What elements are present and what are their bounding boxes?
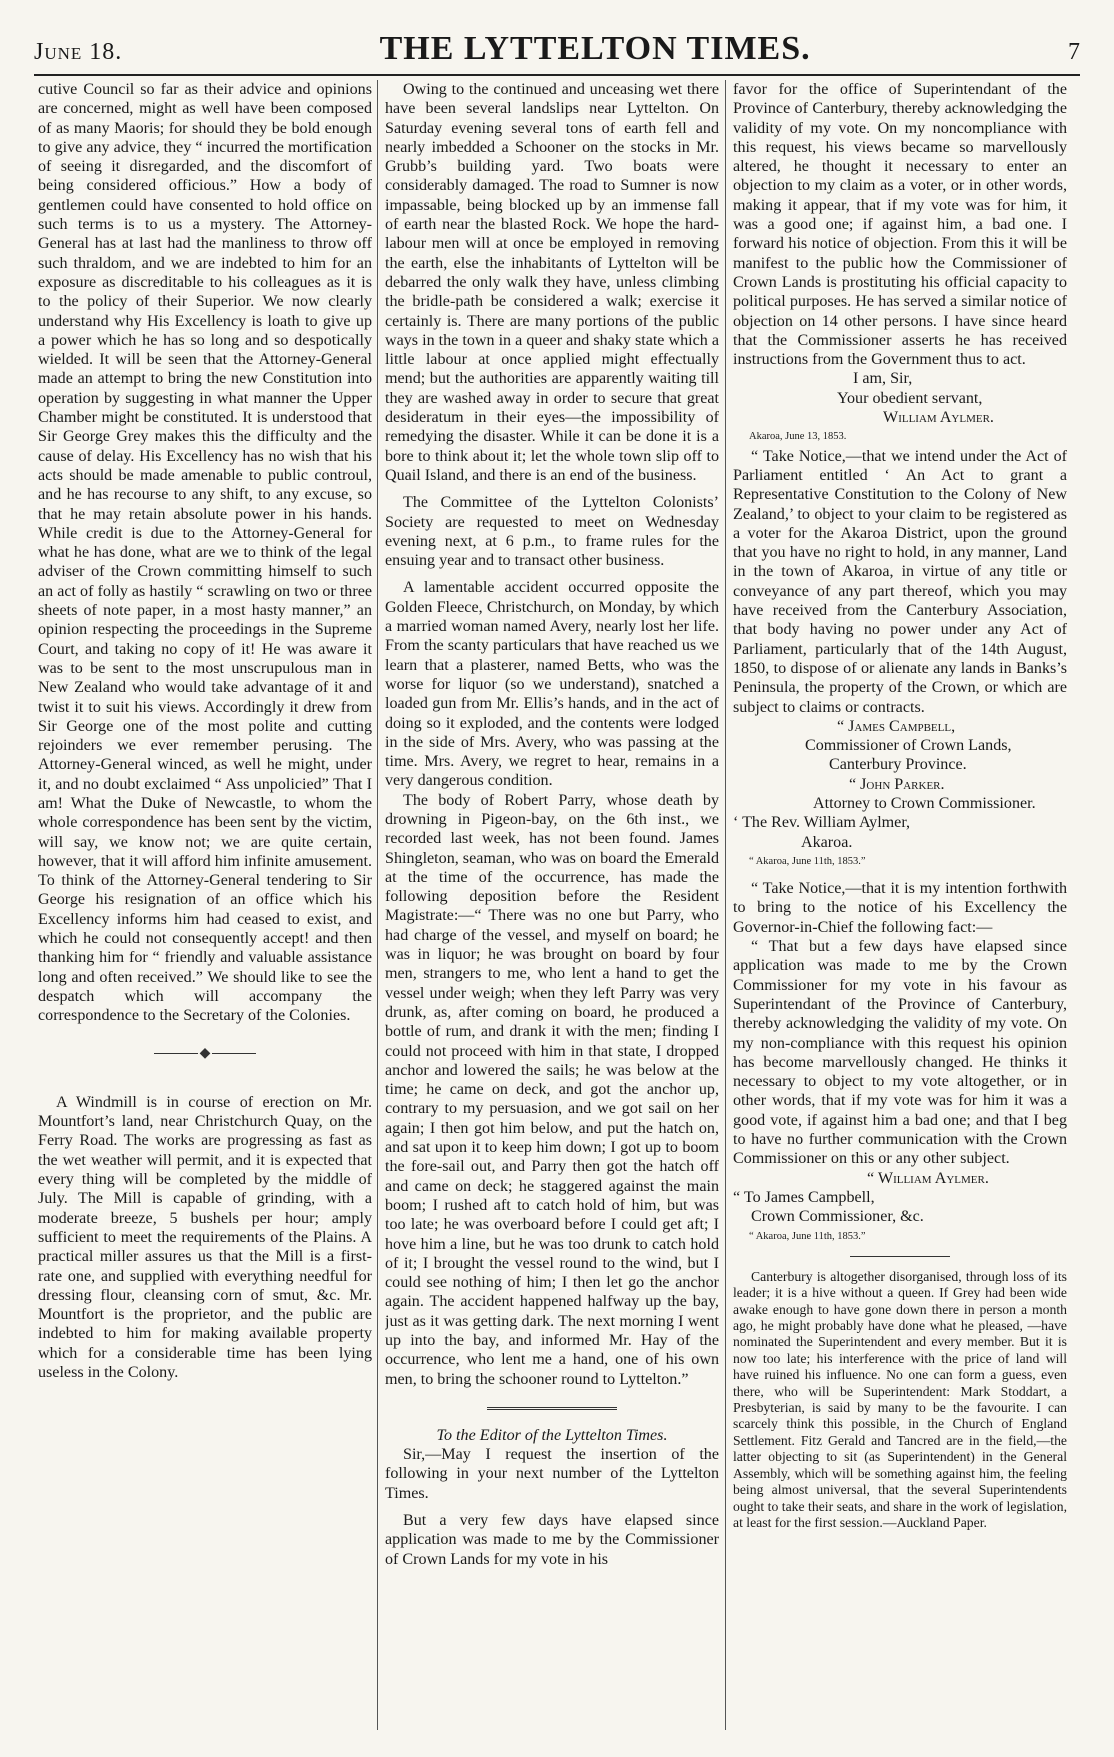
column-divider (725, 80, 726, 1730)
dateline: “ Akaroa, June 11th, 1853.” (749, 1230, 866, 1242)
masthead (34, 30, 1080, 72)
article-paragraph: The Committee of the Lyttelton Colonists’ Society are requested to meet on Wednesday evening next, at 6 p.m., to frame rules for the ensuing year and to transact other business. (385, 494, 719, 570)
section-rule (487, 1407, 617, 1410)
signature-line: Canterbury Province. (829, 756, 967, 774)
notice-paragraph: “ Take Notice,—that it is my intention forthwith to bring to the notice of his Excellency the Governor-in-Chief the following fact:— (733, 880, 1067, 936)
signature-name: “ William Aylmer. (867, 1169, 989, 1187)
article-paragraph: cutive Council so far as their advice and opinions are concerned, might as well have been composed of as many Maoris; for should they be bold enough to give any advice, they “ incurred the mortification of seeing it disregarded, and the discomfort of being considered officious.” How a body of gentlemen could have consented to hold office on such terms is to us a mystery. The Attorney-General has at last had the manliness to throw off such thraldom, and we are indebted to him for an exposure as discreditable to his colleagues as it is to the policy of their Superior. We now clearly understand why His Excellency is loath to give up a power which he has so long and so despotically wielded. It will be seen that the Attorney-General made an attempt to bring the new Constitution into operation by suggesting in what manner the Upper Chamber might be constituted. It is understood that Sir George Grey makes this the difficulty and the cause of delay. His Excellency has no wish that his acts should be made amenable to public controul, and he has recourse to any shift, to any excuse, so that he may retain absolute power in his hands. While credit is due to the Attorney-General for what he has done, what are we to think of the legal adviser of the Crown committing himself to such an act of folly as hastily “ scrawling on two or three sheets of note paper, in a most hasty manner,” an opinion respecting the proceedings in the Supreme Court, and taking no copy of it! He was aware it was to be sent to the most unscrupulous man in New Zealand who would take advantage of it and twist it to suit his views. Accordingly it drew from Sir George one of the most polite and cutting rejoinders we ever remember perusing. The Attorney-General winced, as well he might, under it, and no doubt exclaimed “ Ass unpolicied” That I am! What the Duke of Newcastle, to whom the whole correspondence has been sent by the victim, will say, we know not; we are quite certain, however, that it will afford him infinite amusement. To think of the Attorney-General tendering to Sir George his resignation of an office which his Excellency informs him had ceased to exist, and which he could not consequently accept! and then thanking him for “ friendly and valuable assistance long and often received.” We should like to see the despatch which will accompany the correspondence to the Secretary of the Colonies. (38, 81, 372, 1025)
address-line: Akaroa. (801, 833, 853, 851)
column-3 (733, 80, 1067, 1740)
article-paragraph: Owing to the continued and unceasing wet there have been several landslips near Lyttelton. On Saturday evening several tons of earth fell and nearly imbedded a Schooner on the stocks in Mr. Grubb’s building yard. Two boats were considerably damaged. The road to Sumner is now impassable, being blocked up by an immense fall of earth near the blasted Rock. We hope the hard-labour men will at once be employed in removing the earth, else the inhabitants of Lyttelton will be debarred the only walk they have, unless climbing the bridle-path be considered a walk; exercise it certainly is. There are many portions of the public ways in the town in a queer and shaky state which a little labour at once applied might effectually mend; but the authorities are apparently waiting till they are washed away in order to secure that great desideratum in their eyes—the impossibility of remedying the disaster. While it can be done it is a bore to think about it; let the whole town slip off to Quail Island, and there is an end of the business. (385, 81, 719, 484)
article-paragraph: A Windmill is in course of erection on Mr. Mountfort’s land, near Christchurch Quay, on the Ferry Road. The works are progressing as fast as the wet weather will permit, and it is expected that every thing will be completed by the middle of July. The Mill is capable of grinding, with a moderate breeze, 5 bushels per hour; amply sufficient to meet the requirements of the Plains. A practical miller assures us that the Mill is a first-rate one, and supplied with everything needful for dressing flour, cleansing corn of smut, &c. Mr. Mountfort is the proprietor, and the public are indebted to him for making available property which for a considerable time has been lying useless in the Colony. (38, 1093, 372, 1381)
section-rule (850, 1256, 950, 1257)
article-paragraph: The body of Robert Parry, whose death by drowning in Pigeon-bay, on the 6th inst., we recorded last week, has not been found. James Shingleton, seaman, who was on board the Emerald at the time of the occurrence, has made the following deposition before the Resident Magistrate:—“ There was no one but Parry, who had charge of the vessel, and myself on board; he was in liquor; he was brought on board by four men, strangers to me, who lent a hand to get the vessel under weigh; when they left Parry was very drunk, as, after coming on board, he produced a bottle of rum, and drank it with the men; finding I could not proceed with him in that state, I dropped anchor and lowered the sails; he was below at the time; he came on deck, and got the anchor up, contrary to my persuasion, and we got sail on her again; I then got him below, and put the hatch on, and sat upon it to keep him down; I got up to boom the fore-sail out, and Parry then got the hatch off and came on deck; he staggered against the main boom; I rushed aft to catch hold of him, but was too late; he was overboard before I could get aft; I hove him a line, but he was too drunk to catch hold of it; I brought the vessel round to the wind, but I could see nothing of him; I then let go the anchor again. The accident happened halfway up the bay, just as it was getting dark. The next morning I went up into the bay, and informed Mr. Hay of the occurrence, who lent me a hand, one of his own men, to bring the schooner round to Lyttelton.” (385, 791, 719, 1388)
column-2 (385, 80, 719, 1740)
address-line: ‘ The Rev. William Aylmer, (733, 814, 911, 832)
address-line: Crown Commissioner, &c. (751, 1208, 924, 1226)
issue-date: June 18. (34, 39, 123, 65)
article-paragraph: But a very few days have elapsed since application was made to me by the Commissioner of Crown Lands for my vote in his (385, 1512, 719, 1568)
signature-line: I am, Sir, (853, 370, 913, 388)
signature-name: “ John Parker. (849, 775, 945, 793)
article-paragraph: favor for the office of Superintendant of the Province of Canterbury, thereby acknowledging the validity of my vote. On my noncompliance with this request, his views became so marvellously altered, he thought it necessary to enter an objection to my claim as a voter, or in other words, making it appear, that if my vote was for him, it was a good one; if against him, a bad one. I forward his notice of objection. From this it will be manifest to the public how the Commissioner of Crown Lands is prostituting his official capacity to political purposes. He has served a similar notice of objection on 14 other persons. I have since heard that the Commissioner asserts he has received instructions from the Government thus to act. (733, 81, 1067, 369)
notice-paragraph: “ That but a few days have elapsed since application was made to me by the Crown Commissioner for my vote in his favour as Superintendant of the Province of Canterbury, thereby acknowledging the validity of my vote. On my non-compliance with this request his opinion has become marvellously changed. He thinks it necessary to object to my vote altogether, or in other words, that if my vote was for him it was a good vote, if against him a bad one; and that I beg to have no further communication with the Crown Commissioner on this or any other subject. (733, 938, 1067, 1168)
article-paragraph: Canterbury is altogether disorganised, through loss of its leader; it is a hive without a queen. If Grey had been wide awake enough to have gone down there in person a month ago, he might probably have done what he pleased, —have nominated the Superintendent and every member. But it is now too late; his interference with the price of land will have ruined his influence. No one can form a guess, even there, who will be Superintendent: Mark Stoddart, a Presbyterian, is said by many to be the favourite. I can scarcely think this possible, in the Church of England Settlement. Fitz Gerald and Tancred are in the field,—the latter objecting to sit (as Superintendent) in the General Assembly, which will be something against him, the feeling being almost universal, that the several Superintendents ought to take their seats, and share in the work of legislation, at least for the first session.—Auckland Paper. (733, 1268, 1067, 1530)
newspaper-title: THE LYTTELTON TIMES. (379, 30, 811, 67)
article-paragraph: Sir,—May I request the insertion of the following in your next number of the Lyttelton Times. (385, 1446, 719, 1502)
notice-paragraph: “ Take Notice,—that we intend under the Act of Parliament entitled ‘ An Act to grant a Representative Constitution to the Colony of New Zealand,’ to object to your claim to be registered as a voter for the Akaroa District, upon the ground that you have no right to hold, in any manner, Land in the town of Akaroa, in virtue of any title or conveyance of any part thereof, which you may have received from the Canterbury Association, that body having no power under any Act of Parliament, particularly that of the 14th August, 1850, to dispose of or alienate any lands in Banks’s Peninsula, the property of the Crown, or which are subject to claims or contracts. (733, 447, 1067, 716)
dateline: Akaroa, June 13, 1853. (749, 431, 847, 443)
column-divider (377, 80, 378, 1730)
page-number: 7 (1067, 39, 1080, 65)
signature-line: Your obedient servant, (837, 389, 983, 407)
article-paragraph: A lamentable accident occurred opposite the Golden Fleece, Christchurch, on Monday, by which a married woman named Avery, nearly lost her life. From the scanty particulars that have reached us we learn that a plasterer, named Betts, who was the worse for liquor (so we understand), snatched a loaded gun from Mr. Ellis’s hands, and in the act of doing so it exploded, and the contents were lodged in the side of Mrs. Avery, who was passing at the time. Mrs. Avery, we regret to hear, remains in a very dangerous condition. (385, 579, 719, 790)
signature-name: William Aylmer. (883, 409, 994, 427)
signature-line: Commissioner of Crown Lands, (805, 737, 1012, 755)
letter-heading: To the Editor of the Lyttelton Times. (436, 1426, 668, 1444)
dateline: “ Akaroa, June 11th, 1853.” (749, 855, 866, 867)
signature-name: “ James Campbell, (837, 717, 956, 735)
signature-line: Attorney to Crown Commissioner. (813, 794, 1036, 812)
column-1 (38, 80, 372, 1740)
masthead-rule (34, 74, 1080, 76)
section-ornament: ◆ (38, 1044, 372, 1063)
address-line: “ To James Campbell, (733, 1188, 875, 1206)
